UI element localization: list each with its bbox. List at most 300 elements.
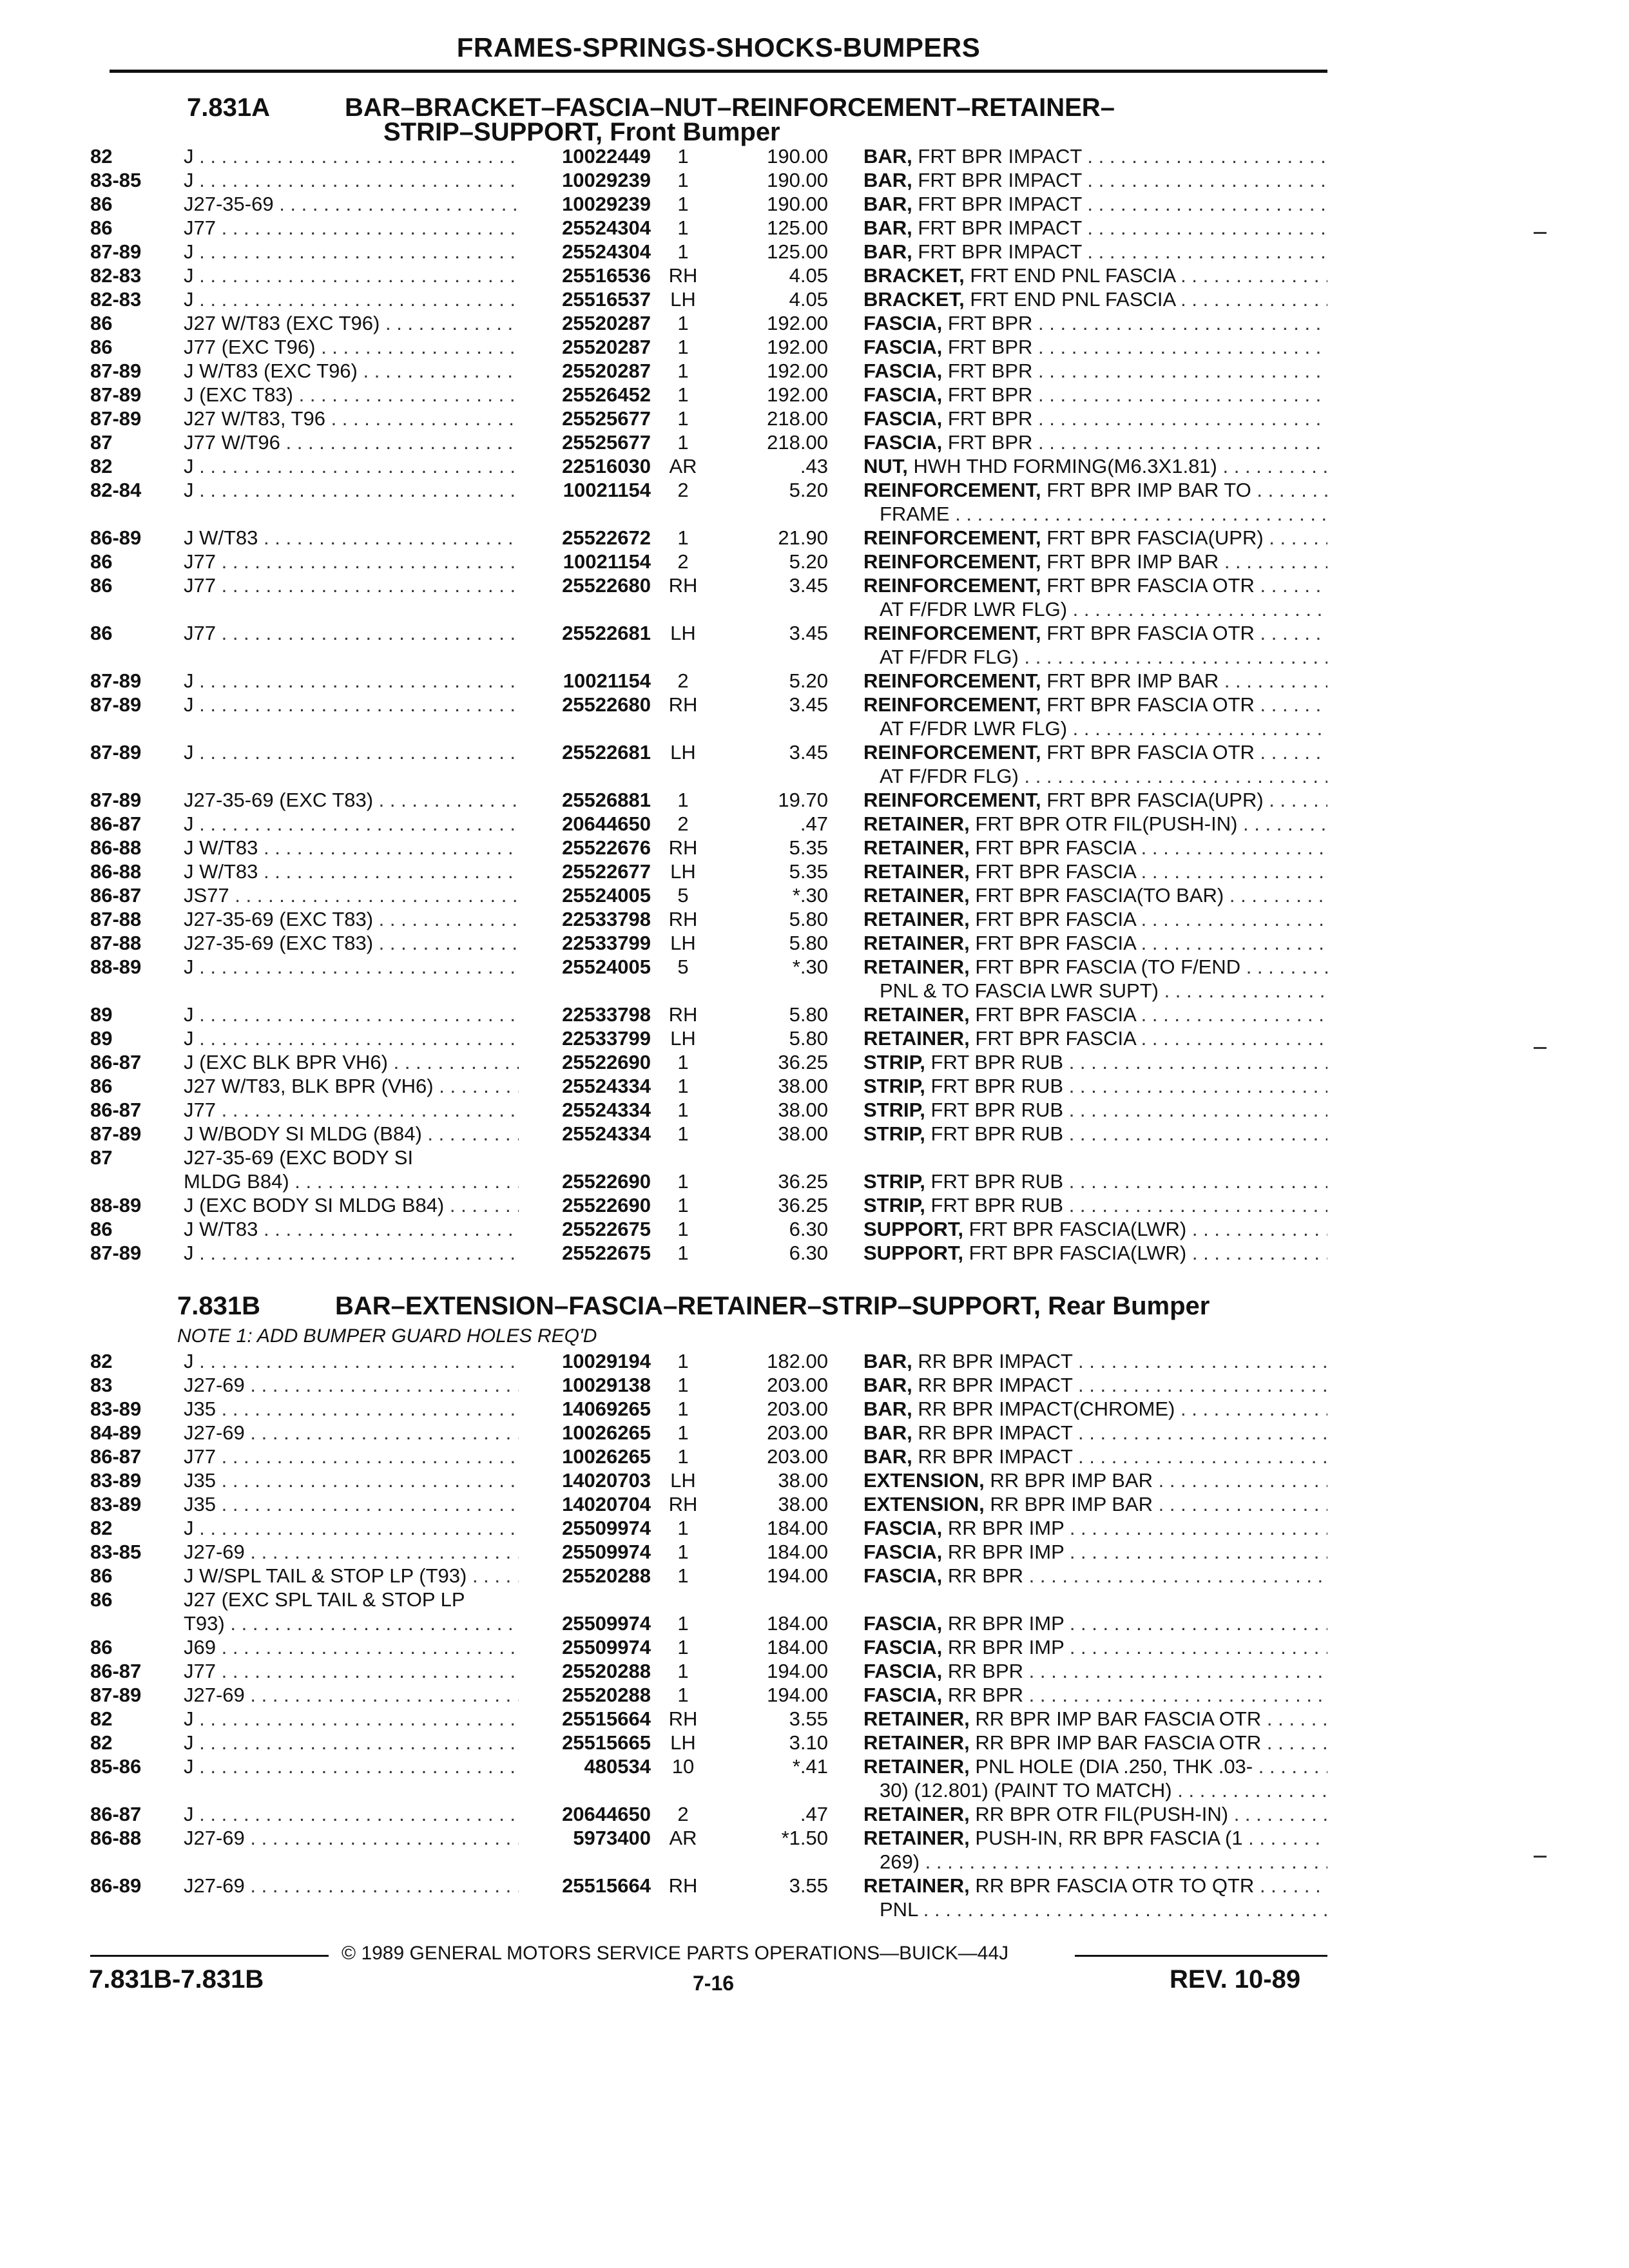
part-detail: FRT BPR FASCIA(LWR) bbox=[969, 1218, 1187, 1240]
part-noun: SUPPORT, bbox=[863, 1242, 964, 1264]
part-detail: FRT BPR FASCIA bbox=[975, 908, 1136, 930]
part-number: 10026265 bbox=[562, 1421, 651, 1444]
parts-row bbox=[0, 1493, 1629, 1517]
part-detail: RR BPR IMPACT bbox=[918, 1421, 1073, 1444]
list-price: 3.45 bbox=[789, 622, 828, 644]
parts-row bbox=[0, 1350, 1629, 1374]
part-noun: STRIP, bbox=[863, 1051, 925, 1073]
part-description bbox=[863, 860, 1327, 883]
quantity: 2 bbox=[677, 479, 689, 501]
list-price: 36.25 bbox=[778, 1051, 828, 1073]
quantity: LH bbox=[670, 741, 696, 764]
part-noun: RETAINER, bbox=[863, 1003, 970, 1026]
list-price: 5.80 bbox=[789, 1027, 828, 1050]
list-price: 218.00 bbox=[767, 407, 828, 430]
part-description bbox=[863, 1122, 1327, 1146]
quantity: 1 bbox=[677, 1218, 689, 1240]
part-detail: FRT BPR IMP BAR TO bbox=[1046, 479, 1251, 501]
quantity: LH bbox=[670, 932, 696, 954]
part-description bbox=[863, 1374, 1327, 1397]
parts-row bbox=[0, 693, 1629, 718]
quantity: 1 bbox=[677, 240, 689, 263]
part-noun: RETAINER, bbox=[863, 1874, 970, 1897]
model-year: 82 bbox=[90, 1350, 113, 1372]
model-year: 87-89 bbox=[90, 693, 142, 716]
model-year: 86 bbox=[90, 622, 113, 644]
quantity: 1 bbox=[677, 1541, 689, 1563]
parts-row-continuation bbox=[0, 503, 1629, 527]
part-number: 25509974 bbox=[562, 1612, 651, 1635]
list-price: 4.05 bbox=[789, 264, 828, 287]
quantity: 1 bbox=[677, 360, 689, 382]
parts-row bbox=[0, 860, 1629, 885]
quantity: LH bbox=[670, 622, 696, 644]
list-price: *1.50 bbox=[781, 1827, 828, 1849]
quantity: 1 bbox=[677, 1194, 689, 1216]
parts-row bbox=[0, 908, 1629, 932]
part-noun: FASCIA, bbox=[863, 431, 943, 454]
part-noun: FASCIA, bbox=[863, 1541, 943, 1563]
part-description bbox=[863, 360, 1327, 383]
model-code: J . . . bbox=[184, 264, 519, 287]
part-number: 25522690 bbox=[562, 1051, 651, 1073]
part-detail: PUSH-IN, RR BPR FASCIA (1 bbox=[975, 1827, 1243, 1849]
list-price: 3.10 bbox=[789, 1731, 828, 1754]
part-description bbox=[863, 1517, 1327, 1540]
part-detail: RR BPR IMP BAR bbox=[990, 1469, 1153, 1492]
part-description bbox=[863, 1803, 1327, 1826]
parts-row bbox=[0, 1612, 1629, 1637]
model-code: J . . . bbox=[184, 1803, 519, 1826]
part-description bbox=[863, 264, 1327, 287]
list-price: 192.00 bbox=[767, 312, 828, 334]
parts-row bbox=[0, 1421, 1629, 1446]
quantity: 1 bbox=[677, 526, 689, 549]
part-detail: RR BPR IMP bbox=[947, 1517, 1065, 1539]
parts-row bbox=[0, 1218, 1629, 1242]
part-number: 25515664 bbox=[562, 1874, 651, 1897]
quantity: 5 bbox=[677, 884, 689, 907]
parts-row-continuation bbox=[0, 765, 1629, 789]
part-description bbox=[863, 812, 1327, 836]
part-detail: FRT BPR FASCIA OTR bbox=[1046, 693, 1255, 716]
part-description bbox=[863, 240, 1327, 264]
part-description bbox=[863, 479, 1327, 502]
parts-row-continuation bbox=[0, 1850, 1629, 1875]
part-description bbox=[863, 169, 1327, 192]
part-description bbox=[863, 1003, 1327, 1026]
part-number: 25522675 bbox=[562, 1242, 651, 1264]
quantity: LH bbox=[670, 860, 696, 883]
part-description bbox=[863, 1218, 1327, 1241]
parts-row bbox=[0, 1803, 1629, 1827]
part-detail: HWH THD FORMING(M6.3X1.81) bbox=[913, 455, 1217, 477]
quantity: 1 bbox=[677, 1636, 689, 1658]
quantity: 1 bbox=[677, 336, 689, 358]
footer-revision: REV. 10-89 bbox=[1170, 1965, 1301, 1994]
model-code: MLDG B84) . . . bbox=[184, 1170, 519, 1193]
part-detail: FRT BPR FASCIA bbox=[975, 1027, 1136, 1050]
model-code: J (EXC BODY SI MLDG B84) . . . bbox=[184, 1194, 519, 1217]
list-price: 38.00 bbox=[778, 1099, 828, 1121]
list-price: 203.00 bbox=[767, 1445, 828, 1468]
part-number: 25524334 bbox=[562, 1122, 651, 1145]
part-description bbox=[863, 1027, 1327, 1050]
quantity: RH bbox=[668, 264, 698, 287]
part-noun: STRIP, bbox=[863, 1170, 925, 1193]
part-description bbox=[863, 145, 1327, 168]
part-noun: STRIP, bbox=[863, 1075, 925, 1097]
part-detail: RR BPR IMP bbox=[947, 1612, 1065, 1635]
part-number: 25522690 bbox=[562, 1170, 651, 1193]
part-description bbox=[863, 622, 1327, 645]
part-noun: BRACKET, bbox=[863, 264, 965, 287]
parts-row bbox=[0, 1051, 1629, 1075]
part-detail: FRT BPR FASCIA OTR bbox=[1046, 741, 1255, 764]
part-description bbox=[863, 1421, 1327, 1445]
list-price: 194.00 bbox=[767, 1684, 828, 1706]
list-price: 192.00 bbox=[767, 360, 828, 382]
model-code: J77 . . . bbox=[184, 1099, 519, 1122]
part-detail: FRT BPR bbox=[947, 407, 1033, 430]
part-description bbox=[863, 1469, 1327, 1492]
part-noun: BAR, bbox=[863, 1445, 912, 1468]
part-description bbox=[863, 312, 1327, 335]
section-heading: BAR–BRACKET–FASCIA–NUT–REINFORCEMENT–RETAINER– bbox=[345, 93, 1115, 122]
part-detail: RR BPR IMPACT(CHROME) bbox=[918, 1398, 1175, 1420]
part-number: 25524005 bbox=[562, 956, 651, 978]
page-header-title: FRAMES-SPRINGS-SHOCKS-BUMPERS bbox=[456, 32, 981, 62]
part-description bbox=[863, 1636, 1327, 1659]
quantity: RH bbox=[668, 574, 698, 597]
model-year: 82-83 bbox=[90, 264, 142, 287]
footer-page-number: 7-16 bbox=[693, 1972, 735, 1995]
part-detail: RR BPR OTR FIL(PUSH-IN) bbox=[975, 1803, 1229, 1825]
quantity: LH bbox=[670, 1469, 696, 1492]
list-price: 3.45 bbox=[789, 574, 828, 597]
list-price: 38.00 bbox=[778, 1493, 828, 1515]
part-description bbox=[863, 1541, 1327, 1564]
model-code: J . . . bbox=[184, 812, 519, 836]
part-detail: FRT BPR bbox=[947, 360, 1033, 382]
quantity: 1 bbox=[677, 407, 689, 430]
part-noun: BAR, bbox=[863, 240, 912, 263]
part-detail: FRT BPR IMPACT bbox=[918, 216, 1082, 239]
part-number: 25524334 bbox=[562, 1099, 651, 1121]
model-code: J . . . bbox=[184, 956, 519, 979]
quantity: 1 bbox=[677, 1242, 689, 1264]
part-description bbox=[863, 1075, 1327, 1098]
parts-row bbox=[0, 812, 1629, 837]
part-description bbox=[863, 216, 1327, 240]
part-description bbox=[863, 193, 1327, 216]
model-year: 86 bbox=[90, 193, 113, 215]
part-detail: FRT BPR FASCIA (TO F/END bbox=[975, 956, 1241, 978]
part-number: 25520287 bbox=[562, 336, 651, 358]
model-year: 86 bbox=[90, 1636, 113, 1658]
part-detail: FRT BPR FASCIA bbox=[975, 860, 1136, 883]
model-code: J . . . bbox=[184, 1027, 519, 1050]
part-number: 25526452 bbox=[562, 383, 651, 406]
part-noun: SUPPORT, bbox=[863, 1218, 964, 1240]
parts-row bbox=[0, 1731, 1629, 1756]
quantity: 1 bbox=[677, 1517, 689, 1539]
part-description bbox=[863, 1731, 1327, 1754]
part-detail: RR BPR IMP BAR FASCIA OTR bbox=[975, 1731, 1262, 1754]
part-description bbox=[863, 407, 1327, 430]
parts-row bbox=[0, 1517, 1629, 1541]
part-number: 20644650 bbox=[562, 812, 651, 835]
model-code: J27-35-69 (EXC T83) . . . bbox=[184, 908, 519, 931]
part-number: 25520287 bbox=[562, 312, 651, 334]
part-noun: RETAINER, bbox=[863, 1707, 970, 1730]
model-year: 83-85 bbox=[90, 169, 142, 191]
model-year: 86-87 bbox=[90, 884, 142, 907]
part-noun: BAR, bbox=[863, 145, 912, 168]
part-noun: REINFORCEMENT, bbox=[863, 669, 1041, 692]
part-noun: NUT, bbox=[863, 455, 908, 477]
model-code: J . . . bbox=[184, 693, 519, 716]
list-price: .47 bbox=[800, 812, 828, 835]
part-noun: REINFORCEMENT, bbox=[863, 622, 1041, 644]
model-code: J69 . . . bbox=[184, 1636, 519, 1659]
parts-row bbox=[0, 169, 1629, 193]
list-price: 203.00 bbox=[767, 1421, 828, 1444]
parts-row bbox=[0, 1003, 1629, 1028]
part-number: 25520288 bbox=[562, 1684, 651, 1706]
list-price: 3.55 bbox=[789, 1874, 828, 1897]
parts-row-continuation bbox=[0, 979, 1629, 1004]
part-number: 22533798 bbox=[562, 1003, 651, 1026]
list-price: 5.20 bbox=[789, 479, 828, 501]
parts-row bbox=[0, 1564, 1629, 1589]
quantity: AR bbox=[669, 1827, 697, 1849]
model-year: 87-89 bbox=[90, 1242, 142, 1264]
part-number: 25525677 bbox=[562, 407, 651, 430]
list-price: 192.00 bbox=[767, 336, 828, 358]
quantity: 1 bbox=[677, 1350, 689, 1372]
part-detail: FRT BPR FASCIA bbox=[975, 932, 1136, 954]
quantity: 2 bbox=[677, 812, 689, 835]
part-description-continued: AT F/FDR FLG) . . . bbox=[880, 646, 1327, 669]
model-code: J77 W/T96 . . . bbox=[184, 431, 519, 454]
part-description bbox=[863, 336, 1327, 359]
model-code: J W/BODY SI MLDG (B84) . . . bbox=[184, 1122, 519, 1146]
part-number: 25516536 bbox=[562, 264, 651, 287]
list-price: 184.00 bbox=[767, 1517, 828, 1539]
parts-row bbox=[0, 360, 1629, 384]
part-description bbox=[863, 1660, 1327, 1683]
model-year: 86-87 bbox=[90, 1660, 142, 1682]
model-year: 82 bbox=[90, 1731, 113, 1754]
model-year: 86 bbox=[90, 1218, 113, 1240]
part-description bbox=[863, 526, 1327, 550]
list-price: 203.00 bbox=[767, 1398, 828, 1420]
part-detail: FRT BPR bbox=[947, 312, 1033, 334]
model-code: J27-69 . . . bbox=[184, 1541, 519, 1564]
footer-section-range: 7.831B-7.831B bbox=[89, 1965, 264, 1994]
model-year: 87-89 bbox=[90, 789, 142, 811]
list-price: .47 bbox=[800, 1803, 828, 1825]
part-description bbox=[863, 288, 1327, 311]
list-price: 203.00 bbox=[767, 1374, 828, 1396]
part-detail: RR BPR bbox=[947, 1684, 1024, 1706]
list-price: 3.55 bbox=[789, 1707, 828, 1730]
list-price: 5.35 bbox=[789, 860, 828, 883]
quantity: 5 bbox=[677, 956, 689, 978]
model-year: 83 bbox=[90, 1374, 113, 1396]
parts-row bbox=[0, 1242, 1629, 1266]
model-code: J . . . bbox=[184, 1242, 519, 1265]
model-code: J . . . bbox=[184, 669, 519, 693]
model-code: J35 . . . bbox=[184, 1493, 519, 1516]
part-description bbox=[863, 1099, 1327, 1122]
list-price: 4.05 bbox=[789, 288, 828, 311]
list-price: 190.00 bbox=[767, 145, 828, 168]
parts-row bbox=[0, 336, 1629, 360]
part-number: 25515664 bbox=[562, 1707, 651, 1730]
part-number: 25516537 bbox=[562, 288, 651, 311]
model-year: 87-88 bbox=[90, 908, 142, 930]
model-code: J27 W/T83 (EXC T96) . . . bbox=[184, 312, 519, 335]
model-year: 87-89 bbox=[90, 1122, 142, 1145]
list-price: 38.00 bbox=[778, 1075, 828, 1097]
list-price: 5.80 bbox=[789, 908, 828, 930]
model-year: 86-87 bbox=[90, 812, 142, 835]
parts-row bbox=[0, 884, 1629, 908]
parts-row bbox=[0, 1874, 1629, 1899]
part-noun: STRIP, bbox=[863, 1194, 925, 1216]
model-code: J . . . bbox=[184, 1707, 519, 1731]
list-price: 218.00 bbox=[767, 431, 828, 454]
parts-row bbox=[0, 1027, 1629, 1052]
model-year: 86-89 bbox=[90, 1874, 142, 1897]
quantity: 1 bbox=[677, 1421, 689, 1444]
part-noun: BAR, bbox=[863, 169, 912, 191]
part-noun: REINFORCEMENT, bbox=[863, 526, 1041, 549]
model-code: J (EXC BLK BPR VH6) . . . bbox=[184, 1051, 519, 1074]
parts-row bbox=[0, 789, 1629, 813]
part-number: 10029239 bbox=[562, 169, 651, 191]
parts-row bbox=[0, 1827, 1629, 1851]
part-noun: RETAINER, bbox=[863, 836, 970, 859]
part-detail: FRT BPR FASCIA(TO BAR) bbox=[975, 884, 1224, 907]
model-year: 86 bbox=[90, 1564, 113, 1587]
part-description bbox=[863, 836, 1327, 860]
part-detail: FRT BPR FASCIA(UPR) bbox=[1046, 789, 1264, 811]
part-detail: FRT BPR bbox=[947, 431, 1033, 454]
quantity: 1 bbox=[677, 1170, 689, 1193]
part-detail: RR BPR IMPACT bbox=[918, 1374, 1073, 1396]
part-detail: FRT BPR bbox=[947, 336, 1033, 358]
part-detail: RR BPR IMP BAR bbox=[990, 1493, 1153, 1515]
list-price: 184.00 bbox=[767, 1612, 828, 1635]
model-code: J . . . bbox=[184, 1731, 519, 1754]
quantity: 1 bbox=[677, 312, 689, 334]
model-year: 88-89 bbox=[90, 1194, 142, 1216]
part-description bbox=[863, 932, 1327, 955]
model-code: J77 . . . bbox=[184, 622, 519, 645]
parts-row bbox=[0, 264, 1629, 289]
quantity: 1 bbox=[677, 1612, 689, 1635]
part-description bbox=[863, 884, 1327, 907]
part-description bbox=[863, 1564, 1327, 1588]
part-number: 10029194 bbox=[562, 1350, 651, 1372]
list-price: .43 bbox=[800, 455, 828, 477]
part-description-continued: 269) . . . bbox=[880, 1850, 1327, 1874]
parts-row bbox=[0, 1684, 1629, 1708]
list-price: 6.30 bbox=[789, 1242, 828, 1264]
part-number: 25522681 bbox=[562, 622, 651, 644]
model-year: 86-87 bbox=[90, 1051, 142, 1073]
part-description bbox=[863, 956, 1327, 979]
list-price: *.41 bbox=[792, 1755, 828, 1778]
quantity: 1 bbox=[677, 1564, 689, 1587]
parts-row bbox=[0, 312, 1629, 336]
part-noun: BAR, bbox=[863, 1398, 912, 1420]
part-description bbox=[863, 1398, 1327, 1421]
part-description bbox=[863, 908, 1327, 931]
part-detail: FRT BPR RUB bbox=[930, 1122, 1064, 1145]
model-code: J27-69 . . . bbox=[184, 1874, 519, 1898]
part-number: 25522681 bbox=[562, 741, 651, 764]
section-heading-continued: STRIP–SUPPORT, Front Bumper bbox=[383, 118, 780, 146]
part-detail: FRT BPR FASCIA OTR bbox=[1046, 574, 1255, 597]
part-noun: RETAINER, bbox=[863, 908, 970, 930]
quantity: 1 bbox=[677, 1051, 689, 1073]
part-description bbox=[863, 693, 1327, 716]
list-price: 125.00 bbox=[767, 216, 828, 239]
part-number: 480534 bbox=[584, 1755, 651, 1778]
part-noun: RETAINER, bbox=[863, 1827, 970, 1849]
list-price: 184.00 bbox=[767, 1636, 828, 1658]
model-code: J W/SPL TAIL & STOP LP (T93) . . . bbox=[184, 1564, 519, 1588]
part-number: 25509974 bbox=[562, 1517, 651, 1539]
parts-row bbox=[0, 1469, 1629, 1494]
part-detail: FRT BPR FASCIA bbox=[975, 836, 1136, 859]
part-noun: STRIP, bbox=[863, 1099, 925, 1121]
quantity: 1 bbox=[677, 193, 689, 215]
part-detail: FRT BPR IMPACT bbox=[918, 169, 1082, 191]
part-noun: BAR, bbox=[863, 216, 912, 239]
quantity: 1 bbox=[677, 1660, 689, 1682]
part-description bbox=[863, 1684, 1327, 1707]
part-description bbox=[863, 1170, 1327, 1193]
model-code: J27-69 . . . bbox=[184, 1684, 519, 1707]
part-number: 25525677 bbox=[562, 431, 651, 454]
model-year: 86 bbox=[90, 336, 113, 358]
quantity: RH bbox=[668, 1493, 698, 1515]
model-year: 85-86 bbox=[90, 1755, 142, 1778]
part-number: 25522675 bbox=[562, 1218, 651, 1240]
part-noun: FASCIA, bbox=[863, 1660, 943, 1682]
model-code: J77 . . . bbox=[184, 1445, 519, 1468]
quantity: RH bbox=[668, 693, 698, 716]
model-code: J27-35-69 (EXC T83) . . . bbox=[184, 789, 519, 812]
part-number: 10029239 bbox=[562, 193, 651, 215]
part-noun: REINFORCEMENT, bbox=[863, 741, 1041, 764]
quantity: 2 bbox=[677, 1803, 689, 1825]
list-price: 5.20 bbox=[789, 550, 828, 573]
part-noun: RETAINER, bbox=[863, 1803, 970, 1825]
part-description bbox=[863, 550, 1327, 573]
list-price: 5.20 bbox=[789, 669, 828, 692]
parts-row bbox=[0, 1122, 1629, 1147]
model-year: 82 bbox=[90, 145, 113, 168]
list-price: 3.45 bbox=[789, 741, 828, 764]
part-noun: BAR, bbox=[863, 1421, 912, 1444]
model-code: J . . . bbox=[184, 1350, 519, 1373]
